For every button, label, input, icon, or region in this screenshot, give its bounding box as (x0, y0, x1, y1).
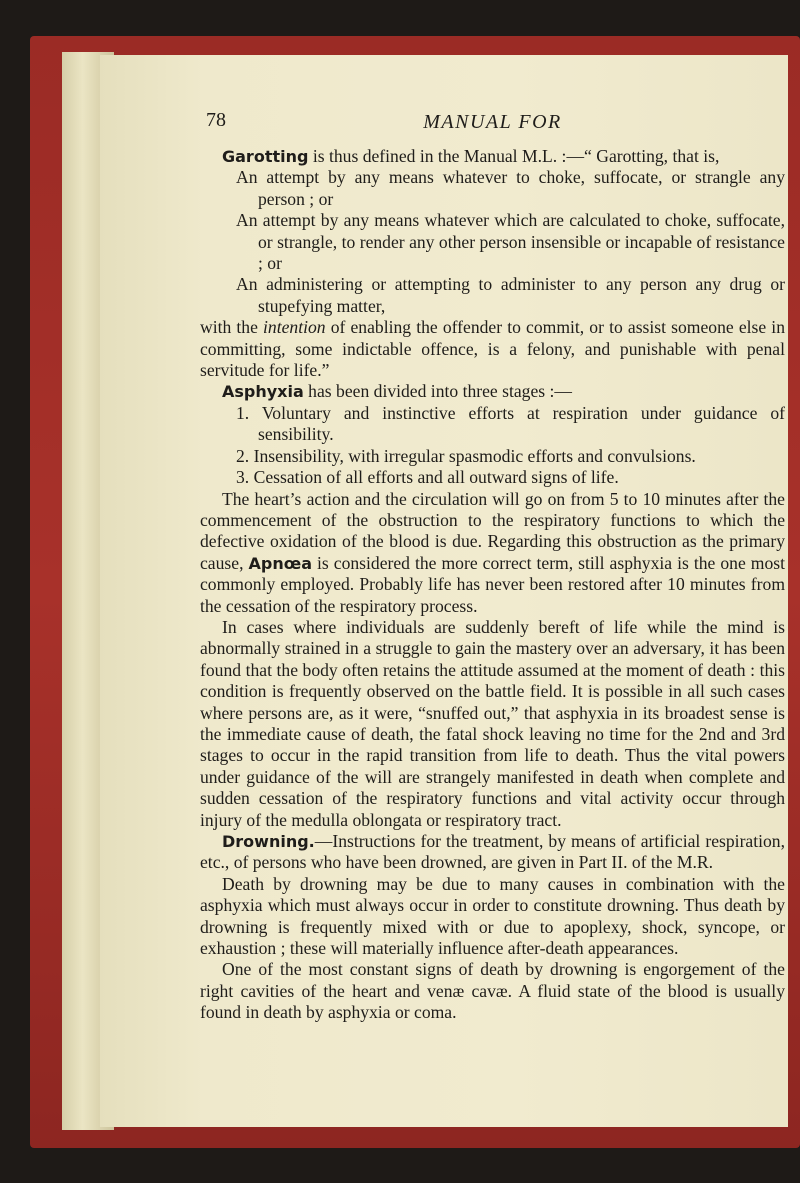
asphyxia-paragraph-1: The heart’s action and the circulation will go on from 5 to 10 minutes after the commencement of the obstruction to the respiratory functions to which the defective oxidation of the blood is due. Regarding this obstruction as the primary cause, Apnœa is considered the more correct term, still asphyxia is the one most commonly employed. Probably life has never been restored after 10 minutes from the cessation of the respiratory process. (200, 488, 785, 616)
asphyxia-stage-1: 1. Voluntary and instinctive efforts at respiration under guidance of sensibility. (236, 402, 785, 445)
garotting-definition: Garotting is thus defined in the Manual M.L. :—“ Garotting, that is, (222, 146, 720, 166)
garotting-item-3: An administering or attempting to administer to any person any drug or stupefying matter, (236, 274, 785, 316)
asphyxia-paragraph-2: In cases where individuals are suddenly bereft of life while the mind is abnormally strained in a struggle to gain the mastery over an adversary, it has been found that the body often retains the attitude assumed at the moment of death : this condition is frequently observed on the battle field. It is possible in all such cases where persons are, as it were, “snuffed out,” that asphyxia in its broadest sense is the immediate cause of death, the fatal shock leaving no time for the 2nd and 3rd stages to occur in the rapid transition from life to death. Thus the vital powers under guidance of the will are strangely manifested in death when complete and sudden cessation of the respiratory functions and vital activity occur through injury of the medulla oblongata or respiratory tract. (200, 616, 785, 830)
asphyxia-term: Asphyxia (222, 382, 304, 402)
garotting-term: Garotting (222, 147, 309, 166)
asphyxia-heading: Asphyxia has been divided into three stages :— (222, 381, 573, 402)
garotting-item-2: An attempt by any means whatever which are calculated to choke, suffocate, or strangle, to render any other person insensible or incapable of resistance ; or (236, 210, 785, 274)
drowning-paragraph-1: Death by drowning may be due to many causes in combination with the asphyxia which must always occur in order to constitute drowning. Thus death by drowning is frequently mixed with or due to apoplexy, shock, syncope, or exhaustion ; these will materially influence after-death appearances. (200, 873, 785, 959)
asphyxia-stage-2: 2. Insensibility, with irregular spasmodic efforts and convulsions. (236, 445, 696, 466)
page-number: 78 (206, 109, 226, 131)
garotting-conclusion: with the intention of enabling the offender to commit, or to assist someone else in committing, some indictable offence, is a felony, and punishable with penal servitude for life.” (200, 317, 785, 381)
page-content (200, 110, 785, 1024)
page-header (200, 110, 785, 146)
drowning-paragraph-2: One of the most constant signs of death by drowning is engorgement of the right cavities of the heart and venæ cavæ. A fluid state of the blood is usually found in death by asphyxia or coma. (200, 959, 785, 1023)
running-head: MANUAL FOR (423, 111, 562, 133)
drowning-heading: Drowning.—Instructions for the treatment, by means of artificial respiration, etc., of persons who have been drowned, are given in Part II. of the M.R. (200, 831, 785, 873)
apnoea-term: Apnœa (248, 553, 313, 573)
asphyxia-stage-3: 3. Cessation of all efforts and all outward signs of life. (236, 467, 619, 488)
drowning-term: Drowning. (222, 832, 315, 851)
garotting-item-1: An attempt by any means whatever to choke, suffocate, or strangle any person ; or (236, 167, 785, 209)
